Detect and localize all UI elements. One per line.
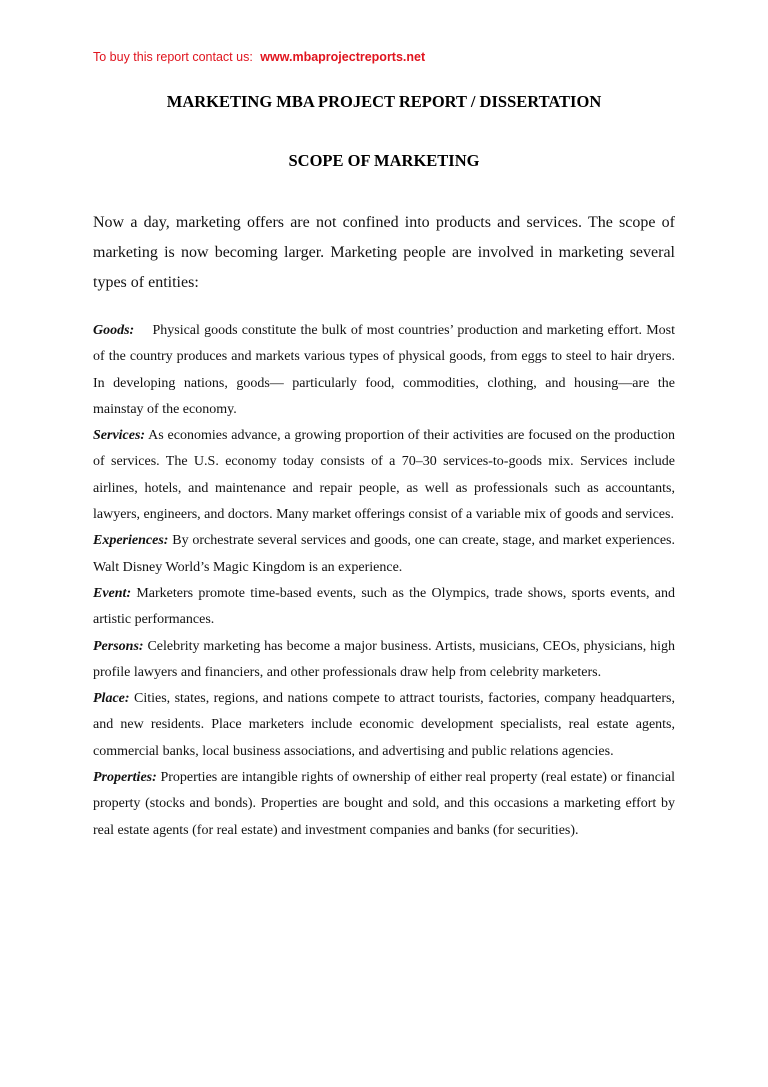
entry-term: Place: [93,691,130,707]
entry-experiences [93,528,675,581]
entry-text: Cities, states, regions, and nations compete to attract tourists, factories, company headquarters, and new residents. Place marketers include economic development specialists, real estate agents, commercial banks, local business associations, and advertising and public relations agencies. [93,691,676,759]
contact-label: To buy this report contact us: [93,50,253,64]
contact-header [93,50,425,64]
entry-term: Event: [93,585,132,601]
intro-paragraph: Now a day, marketing offers are not confined into products and services. The scope of marketing is now becoming larger. Marketing people are involved in marketing several types of entities: [93,214,675,291]
entry-properties [93,765,675,844]
section-title: SCOPE OF MARKETING [288,151,480,170]
entry-text: As economies advance, a growing proportion of their activities are focused on the production of services. The U.S. economy today consists of a 70–30 services-to-goods mix. Services include airlines, hotels, and maintenance and repair people, as well as professionals such as accountants, lawyers, engineers, and doctors. Many market offerings consist of a variable mix of goods and services. [93,428,675,523]
entry-term: Goods: [93,323,135,338]
entry-services [93,423,675,528]
entry-event [93,581,675,634]
entry-text: Marketers promote time-based events, such as the Olympics, trade shows, sports events, and artistic performances. [93,585,675,628]
entity-list [93,318,675,844]
entry-text: Celebrity marketing has become a major business. Artists, musicians, CEOs, physicians, high profile lawyers and financiers, and other professionals draw help from celebrity marketers. [93,638,676,680]
entry-goods [93,318,675,423]
entry-term: Services: [93,428,146,444]
entry-term: Persons: [93,638,144,654]
entry-term: Properties: [93,770,157,786]
entry-place [93,686,675,765]
entry-text: Properties are intangible rights of ownership of either real property (real estate) or financial property (stocks and bonds). Properties are bought and sold, and this occasions a marketing effort by real estate agents (for real estate) and investment companies and banks (for securities). [93,770,676,838]
entry-term: Experiences: [93,533,169,549]
entry-text: Physical goods constitute the bulk of most countries’ production and marketing effort. Most of the country produces and markets various types of physical goods, from eggs to steel to hair dryers. In developing nations, goods— particularly food, commodities, clothing, and housing—are the mainstay of the economy. [93,323,676,417]
entry-text: By orchestrate several services and goods, one can create, stage, and market experiences. Walt Disney World’s Magic Kingdom is an experience. [93,533,676,575]
contact-url-link[interactable]: www.mbaprojectreports.net [260,50,426,64]
document-title: MARKETING MBA PROJECT REPORT / DISSERTATION [166,92,602,111]
entry-persons [93,634,675,687]
